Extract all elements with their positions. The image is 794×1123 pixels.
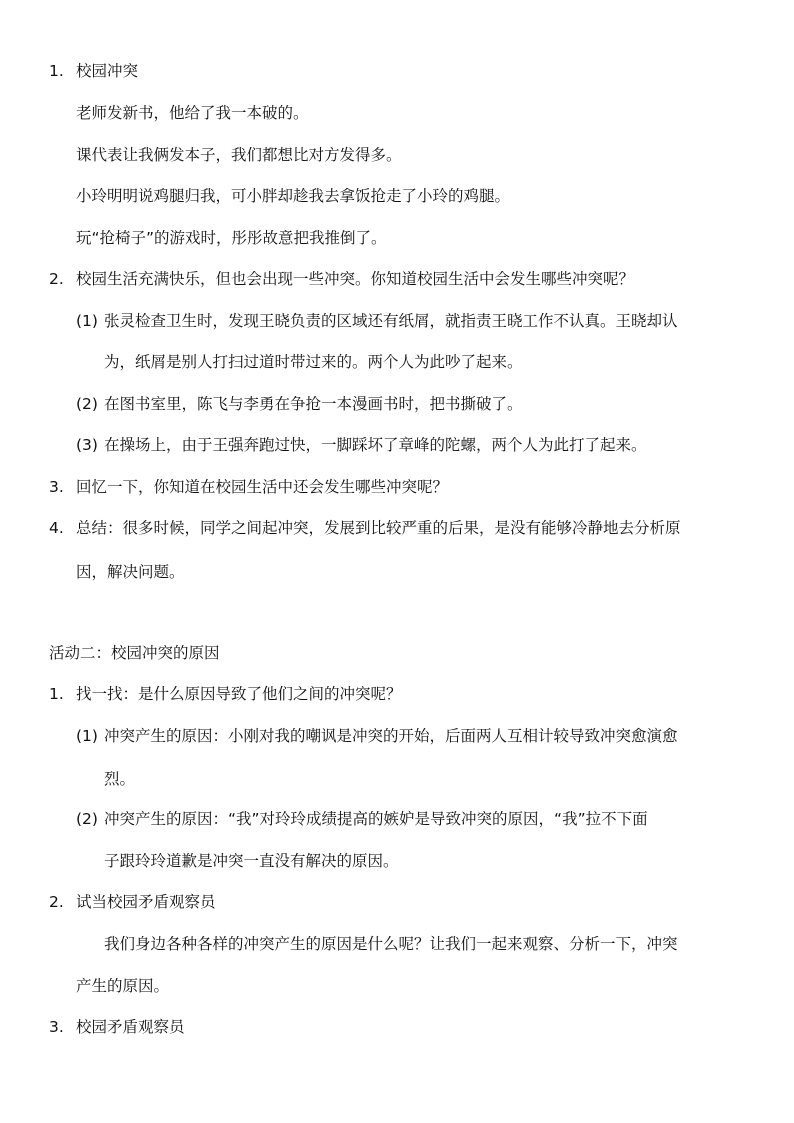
item-number: 3. (49, 478, 64, 496)
item-number: 1. (49, 685, 64, 703)
item-number: 1. (49, 62, 64, 80)
example-line: 小玲明明说鸡腿归我，可小胖却趁我去拿饭抢走了小玲的鸡腿。 (76, 187, 511, 205)
item-text: 校园生活充满快乐，但也会出现一些冲突。你知道校园生活中会发生哪些冲突呢？ (76, 270, 635, 288)
sub-item-text: 冲突产生的原因：小刚对我的嘲讽是冲突的开始，后面两人互相计较导致冲突愈演愈 (104, 727, 678, 745)
sub-item-text: 子跟玲玲道歉是冲突一直没有解决的原因。 (104, 852, 399, 870)
item-text: 总结：很多时候，同学之间起冲突，发展到比较严重的后果，是没有能够冷静地去分析原 (76, 519, 681, 537)
sub-item-number: (3) (76, 436, 98, 454)
sub-item-text: 烈。 (104, 770, 136, 788)
sub-item-text: 在图书室里，陈飞与李勇在争抢一本漫画书时，把书撕破了。 (104, 395, 523, 413)
sub-item-text: 为，纸屑是别人打扫过道时带过来的。两个人为此吵了起来。 (104, 353, 523, 371)
example-line: 玩“抢椅子”的游戏时，彤彤故意把我推倒了。 (76, 229, 387, 247)
item-number: 2. (49, 270, 64, 288)
sub-item-text: 在操场上，由于王强奔跑过快，一脚踩坏了章峰的陀螺，两个人为此打了起来。 (104, 436, 647, 454)
item-title: 校园冲突 (76, 62, 139, 80)
example-line: 课代表让我俩发本子，我们都想比对方发得多。 (76, 146, 402, 164)
item-text: 找一找：是什么原因导致了他们之间的冲突呢？ (76, 685, 402, 703)
item-text: 因，解决问题。 (76, 563, 185, 581)
example-line: 老师发新书，他给了我一本破的。 (76, 104, 309, 122)
sub-item-number: (1) (76, 727, 98, 745)
paragraph-text: 产生的原因。 (76, 977, 170, 995)
item-number: 3. (49, 1018, 64, 1036)
sub-item-text: 冲突产生的原因：“我”对玲玲成绩提高的嫉妒是导致冲突的原因，“我”拉不下面 (104, 810, 648, 828)
section-heading: 活动二：校园冲突的原因 (49, 644, 220, 662)
item-number: 2. (49, 893, 64, 911)
sub-item-number: (2) (76, 395, 98, 413)
paragraph-text: 我们身边各种各样的冲突产生的原因是什么呢？让我们一起来观察、分析一下，冲突 (104, 935, 678, 953)
sub-item-number: (1) (76, 312, 98, 330)
item-title: 试当校园矛盾观察员 (76, 893, 216, 911)
item-text: 回忆一下，你知道在校园生活中还会发生哪些冲突呢？ (76, 478, 449, 496)
item-title: 校园矛盾观察员 (76, 1018, 185, 1036)
item-number: 4. (49, 519, 64, 537)
sub-item-text: 张灵检查卫生时，发现王晓负责的区域还有纸屑，就指责王晓工作不认真。王晓却认 (104, 312, 678, 330)
sub-item-number: (2) (76, 810, 98, 828)
